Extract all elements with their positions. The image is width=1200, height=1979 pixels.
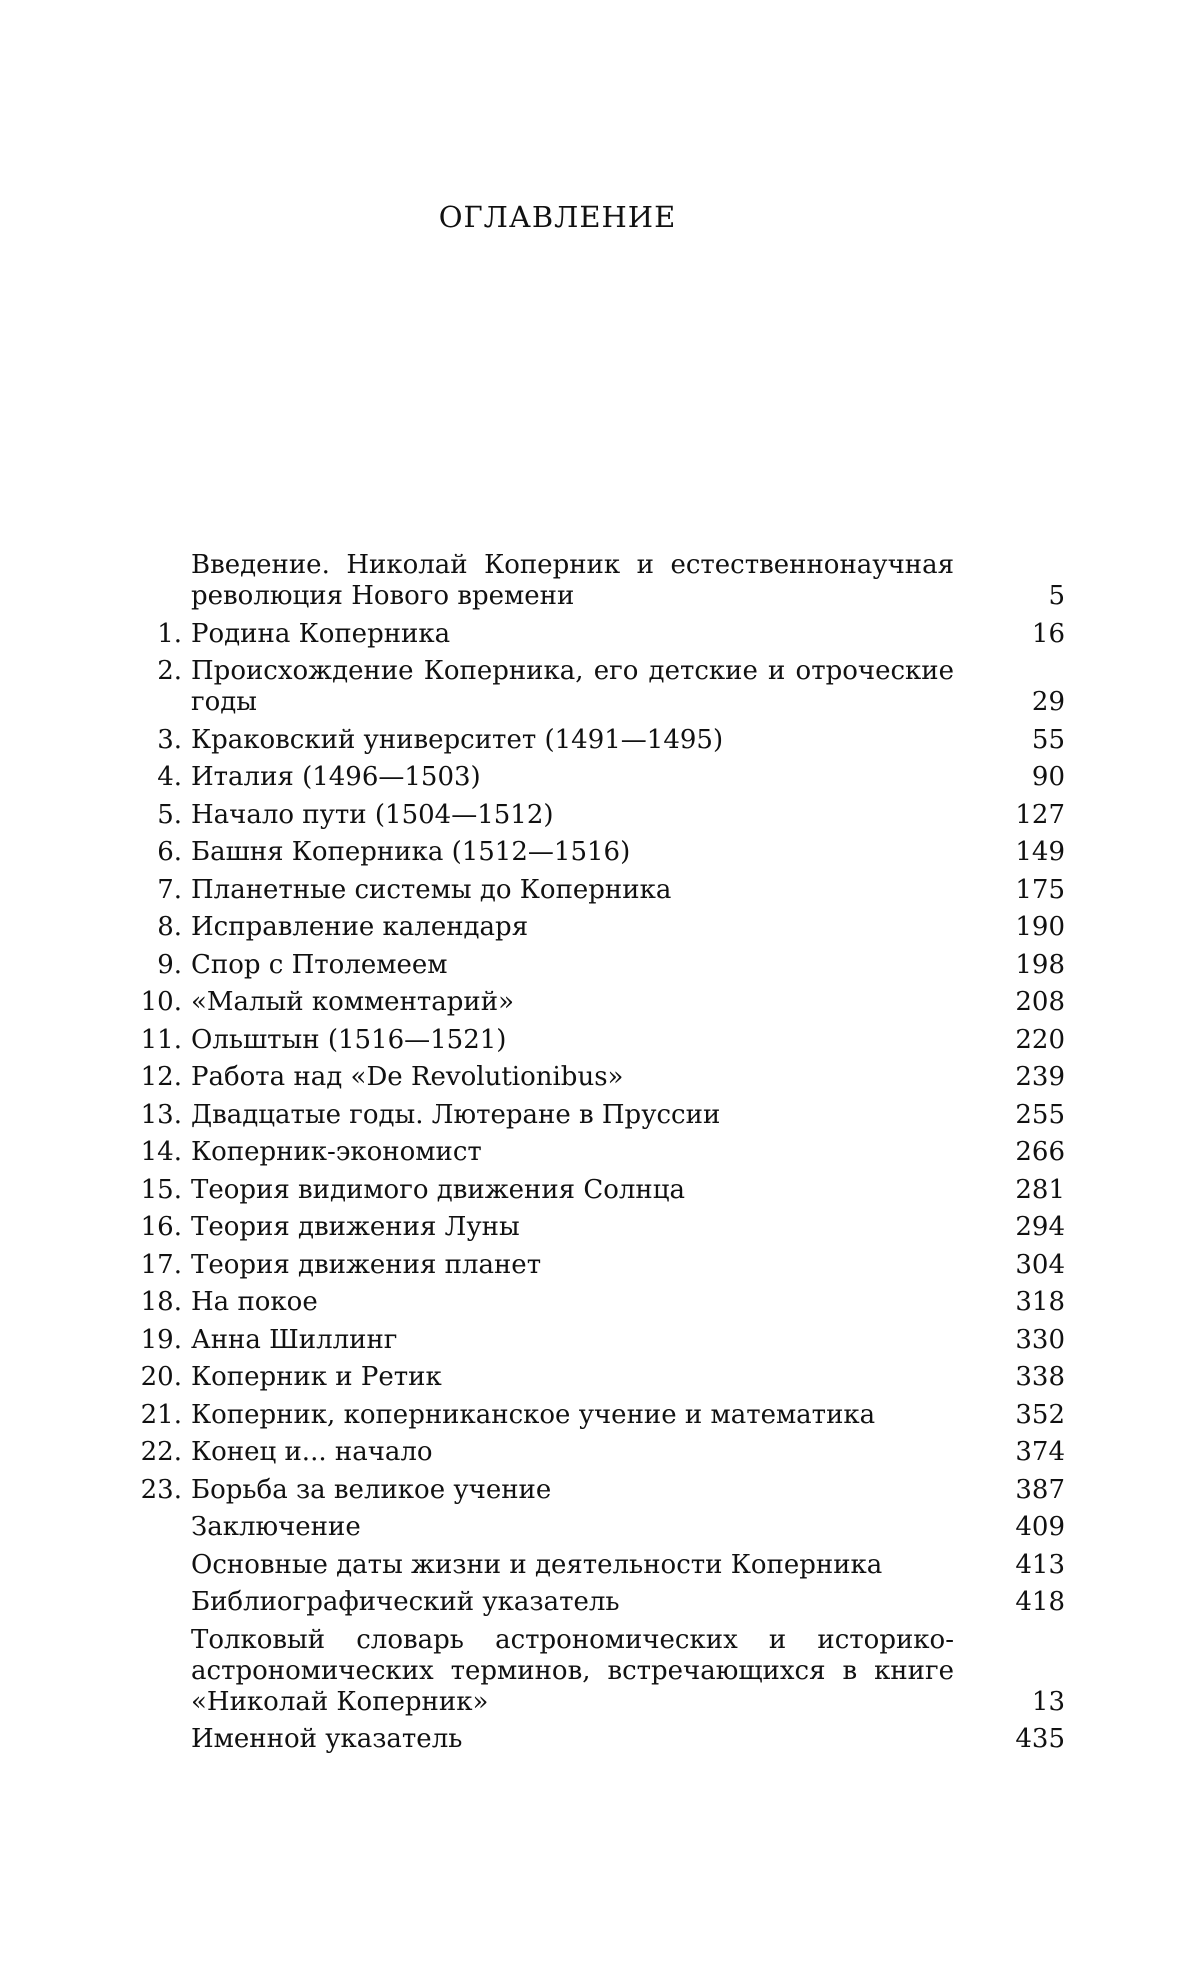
- entry-page-number: 55: [1031, 724, 1065, 755]
- entry-page-number: 90: [1031, 762, 1065, 792]
- entry-page-number: 352: [1015, 1399, 1065, 1430]
- entry-number: 21.: [140, 1399, 182, 1430]
- toc-entry: [140, 1250, 1065, 1281]
- toc-entry: [140, 1175, 1065, 1206]
- toc-entry: [140, 987, 1065, 1018]
- entry-page-number: 387: [1015, 1474, 1065, 1505]
- toc-entry: [140, 1212, 1065, 1243]
- entry-title: Краковский университет (1491—1495): [191, 724, 724, 755]
- entry-title: Коперник, коперниканское учение и математика: [191, 1399, 876, 1430]
- toc-entry: [140, 1400, 1065, 1431]
- entry-page-number: 281: [1015, 1174, 1065, 1205]
- entry-title: Введение. Николай Коперник и естественнонаучная революция Нового времени: [191, 550, 954, 611]
- toc-entry: [140, 1100, 1065, 1131]
- entry-page-number: 149: [1015, 837, 1065, 867]
- entry-page-number: 409: [1015, 1512, 1065, 1542]
- entry-number: 11.: [140, 1024, 182, 1055]
- entry-number: 8.: [157, 912, 182, 942]
- page-title: ОГЛАВЛЕНИЕ: [438, 200, 677, 234]
- entry-title: Родина Коперника: [191, 618, 451, 649]
- toc-entry: [140, 1437, 1065, 1468]
- entry-number: 2.: [157, 656, 182, 686]
- entry-number: 10.: [140, 987, 182, 1017]
- toc-entry: [140, 950, 1065, 981]
- entry-title: Начало пути (1504—1512): [191, 799, 554, 830]
- entry-title: Ольштын (1516—1521): [191, 1024, 507, 1055]
- entry-title: Коперник-экономист: [191, 1137, 482, 1167]
- entry-page-number: 294: [1015, 1212, 1065, 1242]
- entry-page-number: 13: [1031, 1686, 1065, 1717]
- entry-page-number: 304: [1015, 1249, 1065, 1280]
- entry-page-number: 413: [1015, 1549, 1065, 1580]
- entry-number: 7.: [157, 874, 182, 905]
- entry-number: 13.: [140, 1099, 182, 1130]
- entry-page-number: 239: [1015, 1062, 1065, 1092]
- entry-page-number: 29: [1031, 687, 1065, 717]
- entry-title: Теория движения Луны: [191, 1212, 520, 1242]
- entry-number: 23.: [140, 1474, 182, 1505]
- entry-page-number: 330: [1015, 1324, 1065, 1355]
- entry-page-number: 418: [1015, 1587, 1065, 1617]
- toc-entry: [140, 762, 1065, 793]
- toc-entry: [140, 1512, 1065, 1543]
- table-of-contents: [140, 550, 1065, 1762]
- entry-title: Планетные системы до Коперника: [191, 874, 672, 905]
- entry-title: «Малый комментарий»: [191, 987, 514, 1017]
- toc-entry: [140, 1587, 1065, 1618]
- entry-number: 12.: [140, 1062, 182, 1092]
- entry-title: Коперник и Ретик: [191, 1362, 442, 1392]
- entry-page-number: 266: [1015, 1137, 1065, 1167]
- entry-title: Основные даты жизни и деятельности Коперника: [191, 1549, 883, 1580]
- toc-entry: [140, 837, 1065, 868]
- entry-title: Толковый словарь астрономических и историко-астрономических терминов, встречающихся в книге «Николай Коперник»: [191, 1624, 954, 1717]
- toc-entry: [140, 656, 1065, 718]
- entry-page-number: 255: [1015, 1099, 1065, 1130]
- toc-entry: [140, 550, 1065, 612]
- entry-number: 3.: [157, 724, 182, 755]
- entry-title: Теория видимого движения Солнца: [191, 1174, 685, 1205]
- toc-entry: [140, 1550, 1065, 1581]
- entry-title: Анна Шиллинг: [191, 1324, 398, 1355]
- entry-title: На покое: [191, 1287, 318, 1317]
- entry-number: 1.: [157, 618, 182, 649]
- entry-page-number: 5: [1048, 581, 1065, 611]
- toc-entry: [140, 1625, 1065, 1718]
- entry-title: Спор с Птолемеем: [191, 949, 448, 980]
- entry-title: Башня Коперника (1512—1516): [191, 837, 631, 867]
- entry-title: Библиографический указатель: [191, 1587, 620, 1617]
- entry-title: Борьба за великое учение: [191, 1474, 552, 1505]
- entry-page-number: 220: [1015, 1024, 1065, 1055]
- entry-page-number: 190: [1015, 912, 1065, 942]
- entry-number: 5.: [157, 799, 182, 830]
- entry-page-number: 198: [1015, 949, 1065, 980]
- entry-title: Заключение: [191, 1512, 361, 1542]
- toc-entry: [140, 1724, 1065, 1755]
- toc-entry: [140, 1475, 1065, 1506]
- entry-number: 19.: [140, 1324, 182, 1355]
- entry-page-number: 208: [1015, 987, 1065, 1017]
- entry-page-number: 374: [1015, 1437, 1065, 1467]
- entry-title: Двадцатые годы. Лютеране в Пруссии: [191, 1099, 721, 1130]
- toc-entry: [140, 1137, 1065, 1168]
- entry-number: 22.: [140, 1437, 182, 1467]
- toc-entry: [140, 912, 1065, 943]
- toc-entry: [140, 1062, 1065, 1093]
- entry-number: 9.: [157, 949, 182, 980]
- entry-number: 6.: [157, 837, 182, 867]
- entry-title: Исправление календаря: [191, 912, 529, 942]
- entry-page-number: 16: [1031, 618, 1065, 649]
- entry-number: 15.: [140, 1174, 182, 1205]
- entry-title: Теория движения планет: [191, 1249, 542, 1280]
- entry-title: Происхождение Коперника, его детские и отроческие годы: [191, 656, 954, 717]
- entry-number: 4.: [157, 762, 182, 792]
- entry-title: Конец и... начало: [191, 1437, 433, 1467]
- entry-number: 20.: [140, 1362, 182, 1392]
- entry-title: Италия (1496—1503): [191, 762, 481, 792]
- toc-entry: [140, 1325, 1065, 1356]
- entry-title: Именной указатель: [191, 1724, 463, 1754]
- entry-page-number: 435: [1015, 1724, 1065, 1754]
- toc-entry: [140, 619, 1065, 650]
- toc-entry: [140, 800, 1065, 831]
- entry-number: 16.: [140, 1212, 182, 1242]
- entry-page-number: 175: [1015, 874, 1065, 905]
- entry-page-number: 338: [1015, 1362, 1065, 1392]
- entry-number: 17.: [140, 1249, 182, 1280]
- toc-entry: [140, 1287, 1065, 1318]
- toc-entry: [140, 1362, 1065, 1393]
- entry-number: 14.: [140, 1137, 182, 1167]
- toc-entry: [140, 1025, 1065, 1056]
- entry-page-number: 318: [1015, 1287, 1065, 1317]
- toc-entry: [140, 875, 1065, 906]
- entry-title: Работа над «De Revolutionibus»: [191, 1062, 624, 1092]
- toc-entry: [140, 725, 1065, 756]
- entry-page-number: 127: [1015, 799, 1065, 830]
- entry-number: 18.: [140, 1287, 182, 1317]
